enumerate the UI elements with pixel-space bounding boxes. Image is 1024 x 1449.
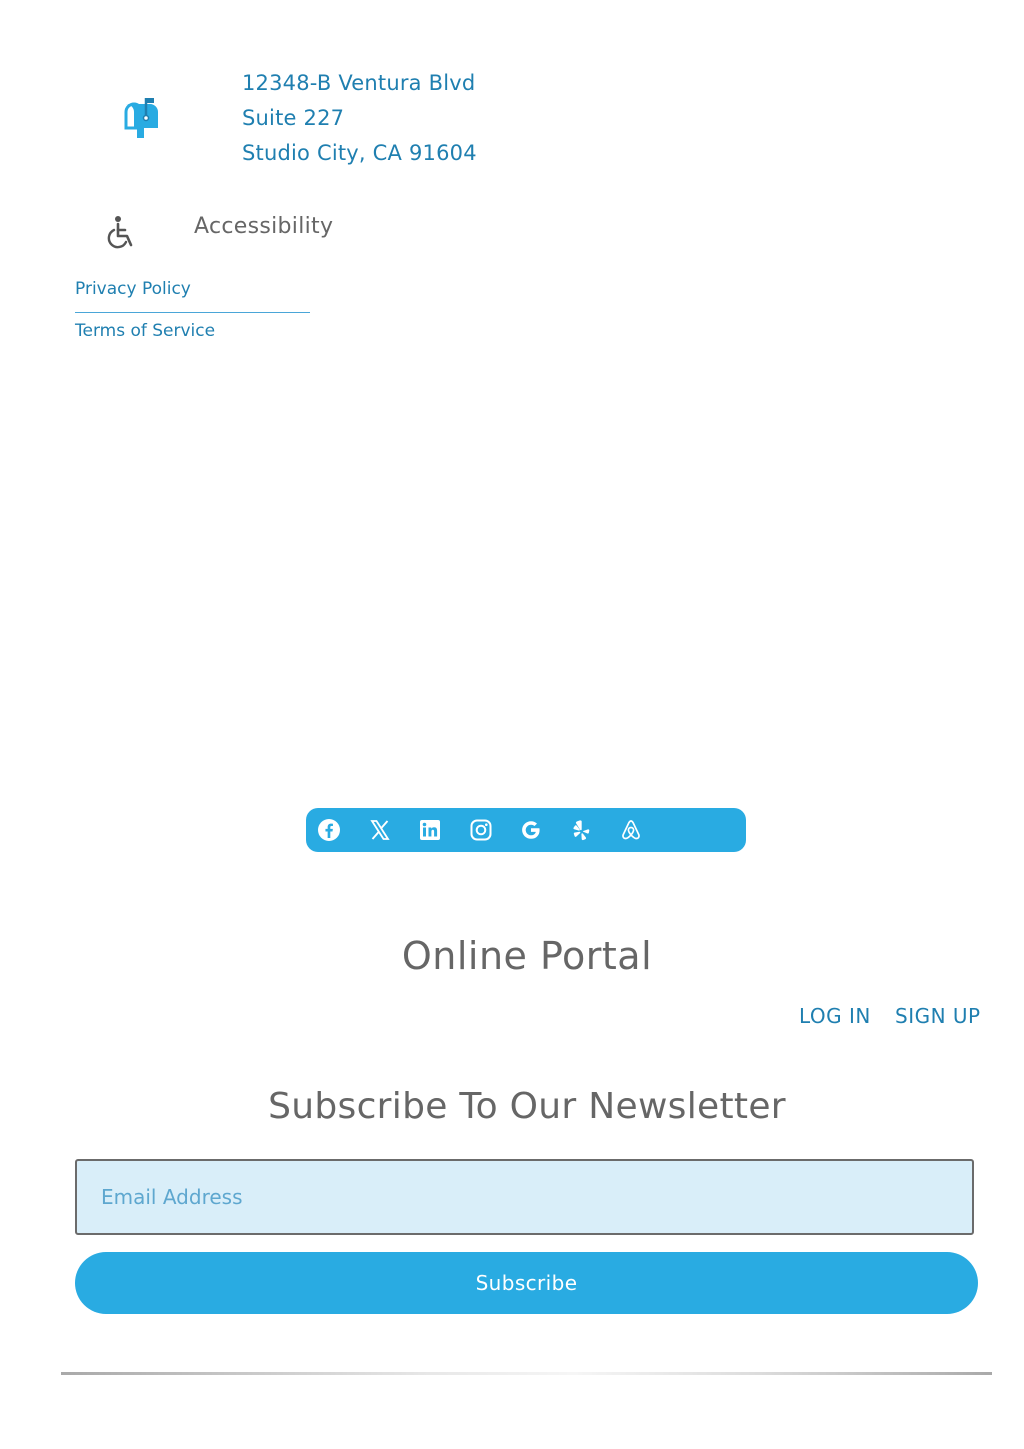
newsletter-title: Subscribe To Our Newsletter: [268, 1086, 786, 1127]
address-line: Suite 227: [242, 106, 345, 130]
footer-divider: [61, 1372, 992, 1375]
google-icon[interactable]: [519, 818, 543, 842]
divider: [75, 312, 310, 313]
yelp-icon[interactable]: [569, 818, 593, 842]
login-link[interactable]: LOG IN: [799, 1004, 871, 1028]
signup-link[interactable]: SIGN UP: [895, 1004, 981, 1028]
address-line: Studio City, CA 91604: [242, 141, 477, 165]
facebook-icon[interactable]: [317, 818, 341, 842]
terms-of-service-link[interactable]: Terms of Service: [75, 321, 216, 341]
linkedin-icon[interactable]: [418, 818, 442, 842]
privacy-policy-link[interactable]: Privacy Policy: [75, 279, 191, 299]
address-line: 12348-B Ventura Blvd: [242, 71, 476, 95]
email-input[interactable]: [75, 1159, 974, 1235]
x-icon[interactable]: [368, 818, 392, 842]
mailbox-icon: [116, 94, 164, 142]
address: [242, 66, 477, 171]
accessibility-link[interactable]: Accessibility: [194, 214, 334, 239]
wheelchair-icon[interactable]: [104, 215, 136, 249]
social-links-bar: [306, 808, 746, 852]
airbnb-icon[interactable]: [619, 818, 643, 842]
subscribe-button[interactable]: Subscribe: [75, 1252, 978, 1314]
portal-title: Online Portal: [401, 934, 653, 978]
instagram-icon[interactable]: [469, 818, 493, 842]
